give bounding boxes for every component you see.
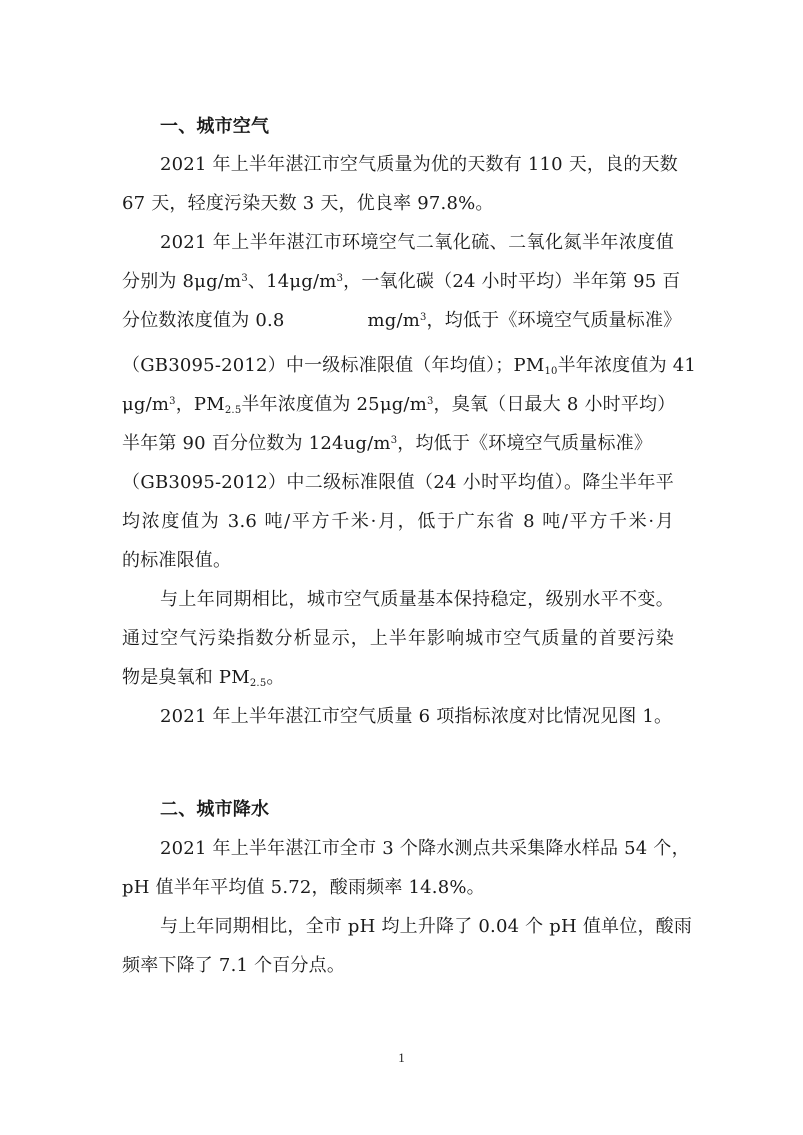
paragraph-line: 与上年同期相比，全市 pH 均上升降了 0.04 个 pH 值单位，酸雨 (160, 916, 693, 937)
paragraph-line: 均浓度值为 3.6 吨/平方千米·月，低于广东省 8 吨/平方千米·月 (122, 511, 674, 532)
paragraph-line: 通过空气污染指数分析显示，上半年影响城市空气质量的首要污染 (122, 628, 674, 649)
paragraph-line: 物是臭氧和 $PM_{2.5}$。 (122, 667, 285, 689)
page-number: 1 (398, 1050, 405, 1065)
paragraph-line: （GB3095-2012）中一级标准限值（年均值）；$PM_{10}$半年浓度值为 41 (122, 355, 697, 377)
paragraph-line: 2021 年上半年湛江市全市 3 个降水测点共采集降水样品 54 个， (160, 838, 690, 859)
paragraph-line: 与上年同期相比，城市空气质量基本保持稳定，级别水平不变。 (160, 589, 674, 610)
paragraph-line: 2021 年上半年湛江市空气质量为优的天数有 110 天，良的天数 (160, 154, 678, 175)
paragraph-line: 分位数浓度值为 0.8 $mg/m^3$，均低于《环境空气质量标准》 (122, 310, 682, 331)
paragraph-line: 67 天，轻度污染天数 3 天，优良率 97.8%。 (122, 193, 494, 214)
section-heading-precipitation: 二、城市降水 (160, 799, 270, 820)
paragraph-line: 2021 年上半年湛江市环境空气二氧化硫、二氧化氮半年浓度值 (160, 232, 674, 253)
paragraph-line: 半年第 90 百分位数为 $124ug/m^3$，均低于《环境空气质量标准》 (122, 433, 653, 454)
paragraph-line: 的标准限值。 (122, 550, 232, 571)
paragraph-line: $\mu g/m^3$，$PM_{2.5}$半年浓度值为 $25\mu g/m^3$，臭氧（日最大 8 小时平均） (122, 394, 676, 416)
paragraph-line: pH 值半年平均值 5.72，酸雨频率 14.8%。 (122, 877, 485, 898)
paragraph-line: （GB3095-2012）中二级标准限值（24 小时平均值）。降尘半年平 (122, 472, 674, 493)
paragraph-line: 分别为 $8\mu g/m^3$、$14\mu g/m^3$，一氧化碳（24 小时平均）半年第 95 百 (122, 271, 681, 292)
paragraph-line: 2021 年上半年湛江市空气质量 6 项指标浓度对比情况见图 1。 (160, 706, 673, 727)
paragraph-line: 频率下降了 7.1 个百分点。 (122, 955, 346, 976)
section-heading-air: 一、城市空气 (160, 116, 270, 137)
